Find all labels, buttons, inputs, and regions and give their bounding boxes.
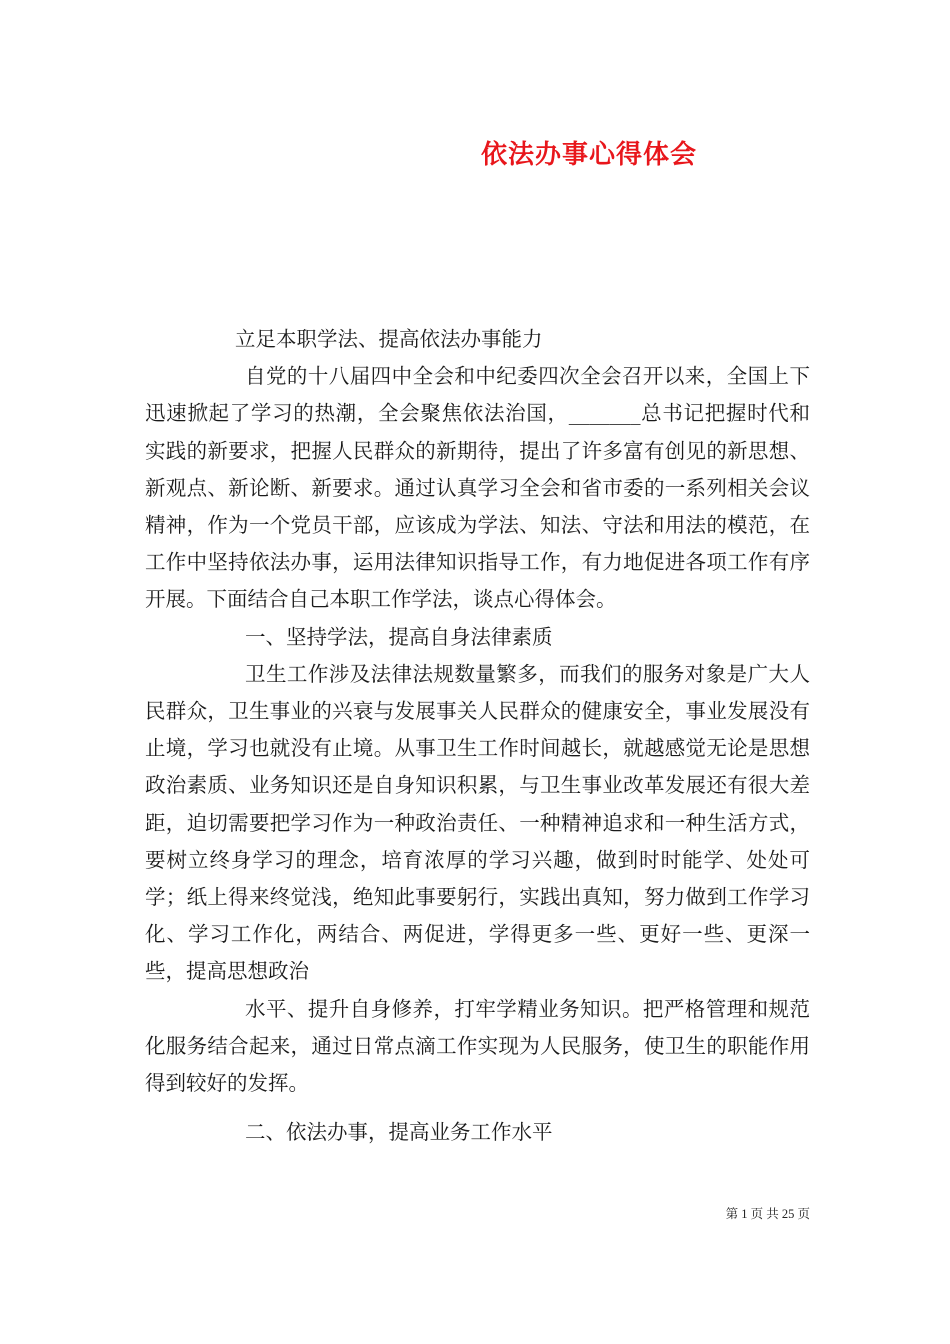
section-heading: 一、坚持学法，提高自身法律素质 [245,624,553,649]
document-body [145,321,810,1151]
paragraph: 卫生工作涉及法律法规数量繁多，而我们的服务对象是广大人民群众，卫生事业的兴衰与发展事关人民群众的健康安全，事业发展没有止境，学习也就没有止境。从事卫生工作时间越长，就越感觉无论是思想政治素质、业务知识还是自身知识积累，与卫生事业改革发展还有很大差距，迫切需要把学习作为一种政治责任、一种精神追求和一种生活方式，要树立终身学习的理念，培育浓厚的学习兴趣，做到时时能学、处处可学；纸上得来终觉浅，绝知此事要躬行，实践出真知，努力做到工作学习化、学习工作化，两结合、两促进，学得更多一些、更好一些、更深一些，提高思想政治 [145,661,810,984]
document-subtitle: 立足本职学法、提高依法办事能力 [235,327,543,351]
page-number: 第 1 页 共 25 页 [725,1207,810,1221]
document-title: 依法办事心得体会 [480,140,697,170]
section-heading: 二、依法办事，提高业务工作水平 [245,1120,553,1145]
paragraph: 自党的十八届四中全会和中纪委四次全会召开以来，全国上下迅速掀起了学习的热潮，全会聚焦依法治国，_______总书记把握时代和实践的新要求，把握人民群众的新期待，提出了许多富有创见的新思想、新观点、新论断、新要求。通过认真学习全会和省市委的一系列相关会议精神，作为一个党员干部，应该成为学法、知法、守法和用法的模范，在工作中坚持依法办事，运用法律知识指导工作，有力地促进各项工作有序开展。下面结合自己本职工作学法，谈点心得体会。 [145,364,810,612]
paragraph: 水平、提升自身修养，打牢学精业务知识。把严格管理和规范化服务结合起来，通过日常点滴工作实现为人民服务，使卫生的职能作用得到较好的发挥。 [145,996,810,1096]
